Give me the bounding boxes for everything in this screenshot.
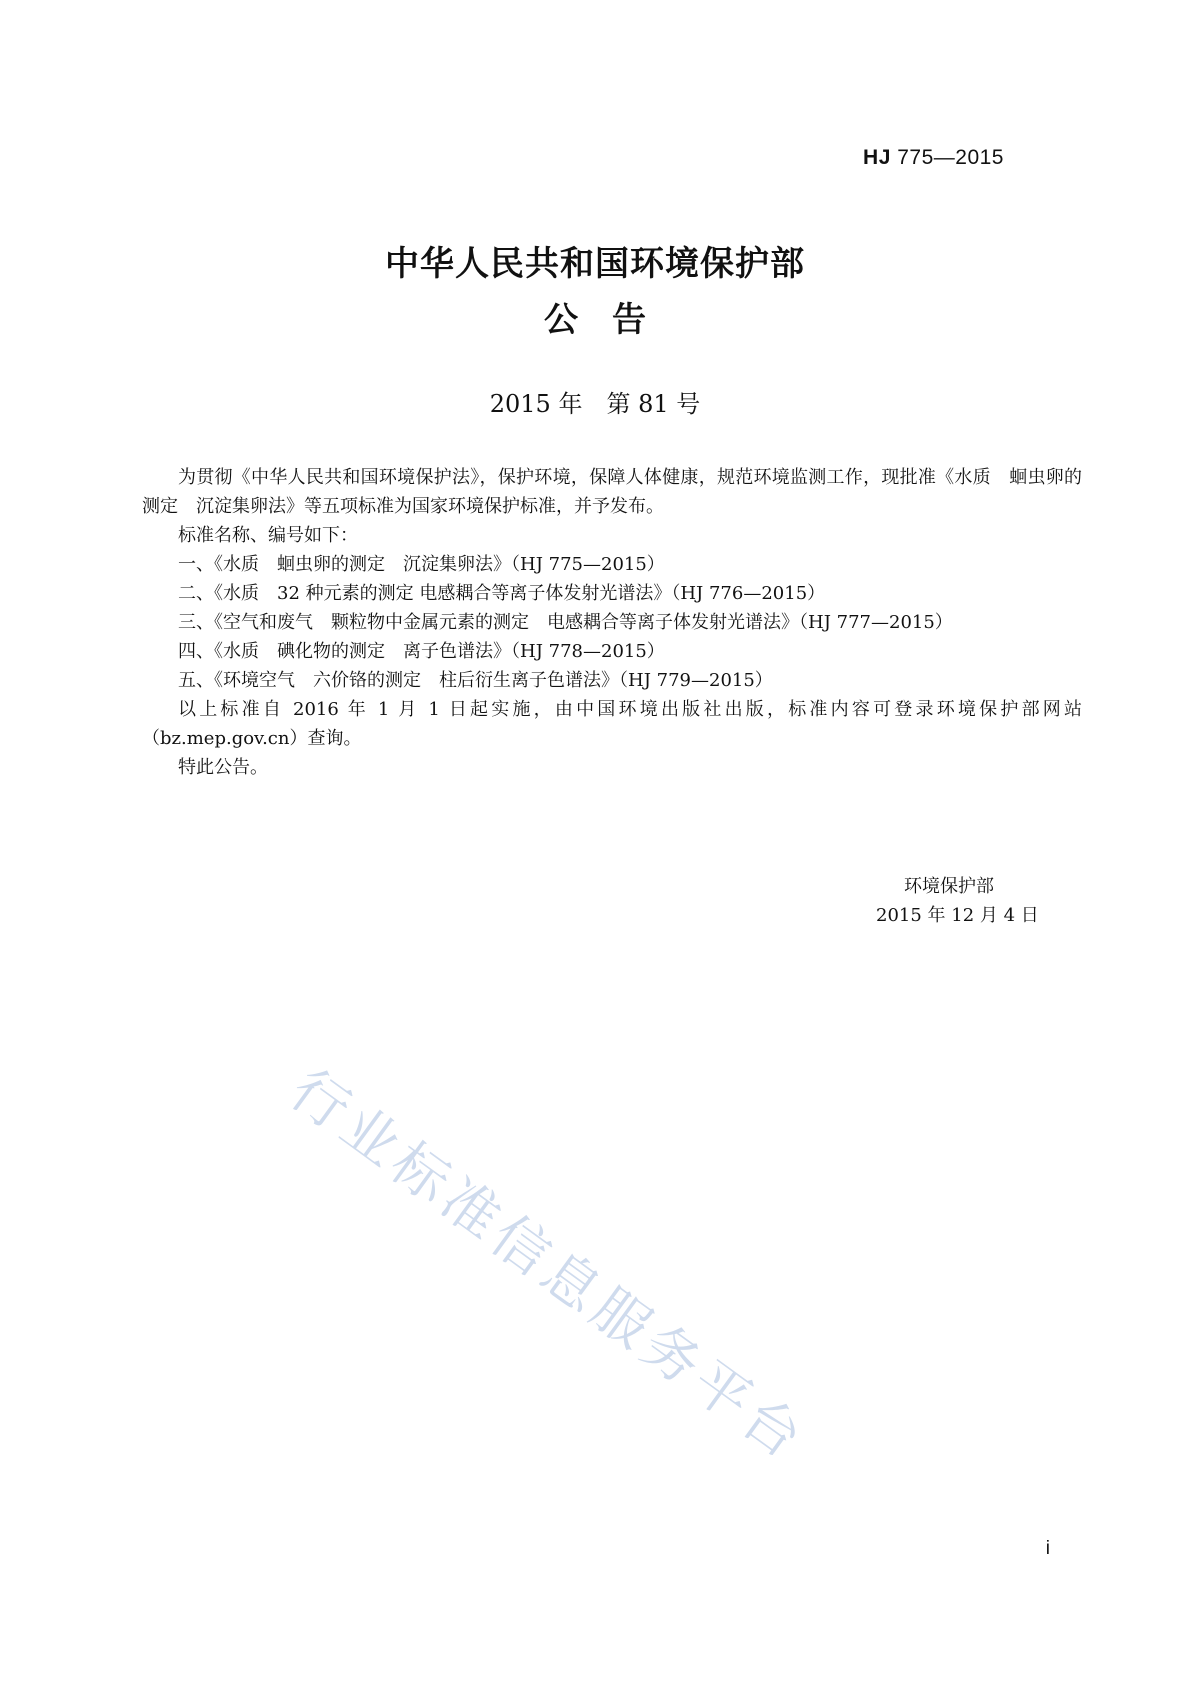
signature-block	[876, 872, 1039, 930]
standard-code	[863, 146, 1004, 170]
list-heading: 标准名称、编号如下：	[178, 525, 358, 546]
signature-organization: 环境保护部	[904, 876, 994, 897]
page-number: i	[1045, 1538, 1050, 1559]
signature-date: 2015 年 12 月 4 日	[876, 905, 1039, 926]
issuing-authority-title: 中华人民共和国环境保护部	[385, 244, 805, 284]
watermark: 行业标准信息服务平台	[278, 1057, 819, 1475]
intro-paragraph: 为贯彻《中华人民共和国环境保护法》，保护环境，保障人体健康，规范环境监测工作，现批准《水质 蛔虫卵的测定 沉淀集卵法》等五项标准为国家环境保护标准，并予发布。	[142, 467, 1082, 517]
standard-code-number: 775—2015	[897, 146, 1004, 169]
announcement-title: 公 告	[544, 300, 646, 340]
standard-item-4: 四、《水质 碘化物的测定 离子色谱法》（HJ 778—2015）	[178, 641, 665, 662]
announcement-body	[142, 463, 1082, 782]
closing-line: 特此公告。	[178, 757, 268, 778]
standard-item-3: 三、《空气和废气 颗粒物中金属元素的测定 电感耦合等离子体发射光谱法》（HJ 777—2015）	[178, 612, 953, 633]
standard-item-5: 五、《环境空气 六价铬的测定 柱后衍生离子色谱法》（HJ 779—2015）	[178, 670, 773, 691]
standard-code-prefix: HJ	[863, 146, 891, 169]
implementation-paragraph: 以上标准自 2016 年 1 月 1 日起实施，由中国环境出版社出版，标准内容可登录环境保护部网站（bz.mep.gov.cn）查询。	[142, 699, 1082, 749]
standard-item-2: 二、《水质 32 种元素的测定 电感耦合等离子体发射光谱法》（HJ 776—2015）	[178, 583, 826, 604]
standard-item-1: 一、《水质 蛔虫卵的测定 沉淀集卵法》（HJ 775—2015）	[178, 554, 665, 575]
notice-number: 2015 年 第 81 号	[489, 390, 701, 418]
